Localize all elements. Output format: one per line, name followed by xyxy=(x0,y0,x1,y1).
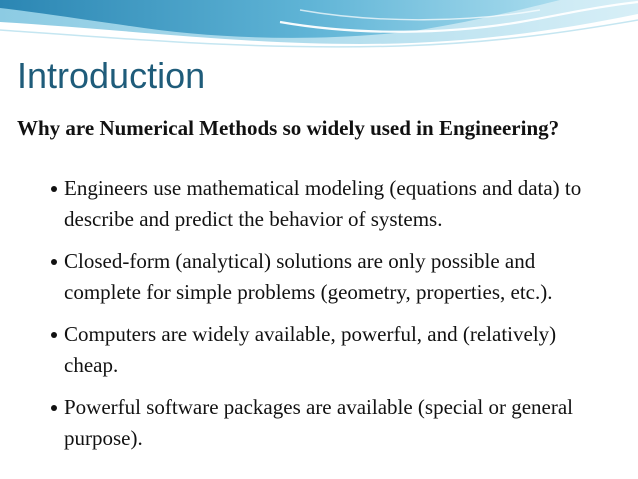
bullet-item xyxy=(44,246,609,308)
bullet-item xyxy=(44,319,609,381)
bullet-list xyxy=(44,173,609,465)
bullet-dot-icon xyxy=(44,319,64,338)
bullet-dot-icon xyxy=(44,392,64,411)
bullet-text: Powerful software packages are available (special or general purpose). xyxy=(64,395,573,450)
bullet-text: Computers are widely available, powerful, and (relatively) cheap. xyxy=(64,322,557,377)
bullet-item xyxy=(44,173,609,235)
bullet-dot-icon xyxy=(44,246,64,265)
bullet-text: Engineers use mathematical modeling (equations and data) to describe and predict the behavior of systems. xyxy=(64,176,582,231)
bullet-item xyxy=(44,392,609,454)
slide-title: Introduction xyxy=(17,55,206,96)
bullet-dot-icon xyxy=(44,173,64,192)
slide-subtitle: Why are Numerical Methods so widely used in Engineering? xyxy=(17,116,560,140)
bullet-text: Closed-form (analytical) solutions are only possible and complete for simple problems (geometry, properties, etc.). xyxy=(64,249,553,304)
